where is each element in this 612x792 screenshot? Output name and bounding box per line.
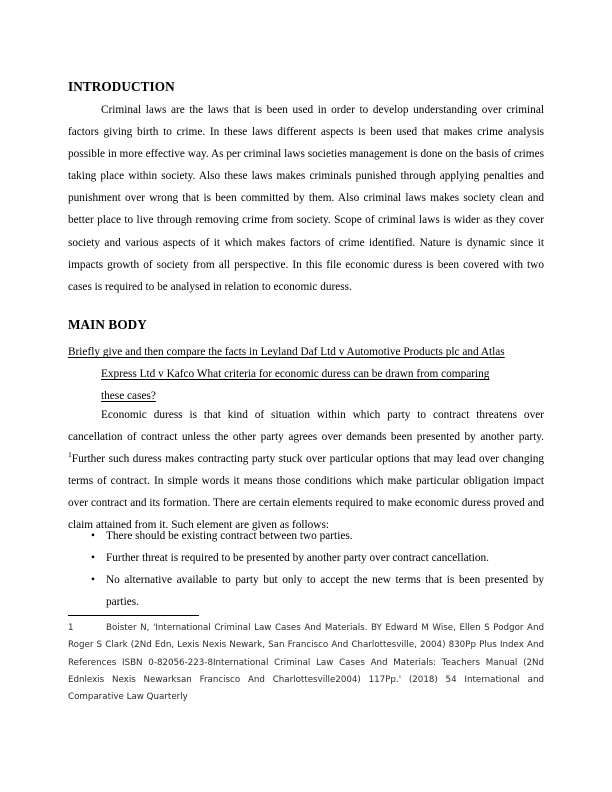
footnote-reference-marker[interactable]: 1	[68, 450, 72, 460]
list-item	[68, 569, 544, 613]
footnote-separator-rule	[68, 615, 199, 616]
list-item-label: Further threat is required to be presented by another party over contract cancellation.	[106, 552, 489, 565]
question-heading	[68, 341, 544, 407]
list-item	[68, 547, 544, 569]
footnote-text: Boister N, 'International Criminal Law Cases And Materials. BY Edward M Wise, Ellen S Podgor And Roger S Clark (2Nd Edn, Lexis Nexis Newark, San Francisco And Charlottesville, 2004) 830Pp Plus Index And References ISBN 0-82056-223-8International Criminal Law Cases And Materials: Teachers Manual (2Nd Ednlexis Nexis Newarksan Francisco And Charlottesville2004) 117Pp.' (2018) 54 International and Comparative Law Quarterly	[68, 623, 544, 703]
introduction-paragraph: Criminal laws are the laws that is been used in order to develop understanding over criminal factors giving birth to crime. In these laws different aspects is been used that makes crime analysis possible in more effective way. As per criminal laws societies management is done on the basis of crimes taking place within society. Also these laws makes criminals punished through applying penalties and punishment over wrong that is been committed by them. Also criminal laws makes society clean and better place to live through removing crime from society. Scope of criminal laws is wider as they cover society and various aspects of it which makes factors of crime identified. Nature is dynamic since it impacts growth of society from all perspective. In this file economic duress is been covered with two cases is required to be analysed in relation to economic duress.	[68, 104, 544, 293]
list-item-label: No alternative available to party but only to accept the new terms that is been presented by parties.	[106, 574, 544, 609]
main-body-heading: MAIN BODY	[68, 317, 147, 332]
bullet-icon: •	[91, 574, 95, 587]
footnote	[68, 620, 544, 706]
bullet-icon: •	[91, 530, 95, 542]
question-heading-line-3: these cases?	[101, 390, 156, 403]
question-heading-line-1: Briefly give and then compare the facts in Leyland Daf Ltd v Automotive Products plc and Atlas	[68, 346, 505, 358]
list-item-label: There should be existing contract between two parties.	[106, 530, 353, 542]
introduction-heading: INTRODUCTION	[68, 79, 175, 94]
duress-text-after-footnote: Further such duress makes contracting party stuck over particular options that may lead over changing terms of contract. In simple words it means those conditions which make particular obligation impact over contract and its formation. There are certain elements required to make economic duress proved and claim attained from it. Such element are given as follows:	[68, 453, 544, 532]
duress-elements-list	[68, 525, 544, 613]
list-item	[68, 525, 544, 547]
economic-duress-paragraph	[68, 404, 544, 537]
duress-text-before-footnote: Economic duress is that kind of situation within which party to contract threatens over cancellation of contract unless the other party agrees over demands been presented by another party.	[68, 409, 544, 444]
footnote-number: 1	[68, 623, 74, 633]
question-heading-line-2: Express Ltd v Kafco What criteria for economic duress can be drawn from comparing	[101, 368, 490, 381]
bullet-icon: •	[91, 552, 95, 565]
